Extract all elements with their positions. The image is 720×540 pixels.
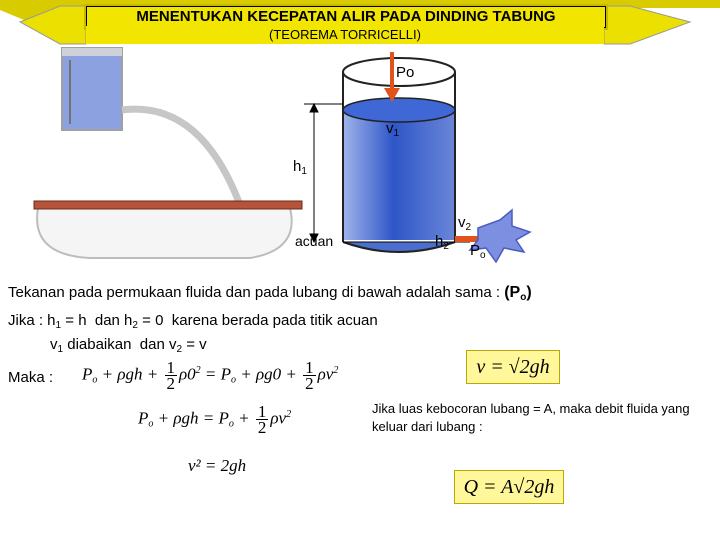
sink-shelf xyxy=(34,201,302,209)
velocity-result-box: v = √2gh xyxy=(466,350,560,384)
water-tank xyxy=(343,58,455,252)
maka-label: Maka : xyxy=(8,369,54,386)
leak-note: Jika luas kebocoran lubang = A, maka debit fluida yang keluar dari lubang : xyxy=(372,401,690,434)
velocity-squared-equation: v² = 2gh xyxy=(188,456,247,475)
sink-illustration xyxy=(37,48,292,258)
bernoulli-equation-2: $P_o + \rho gh = P_o$ + $\frac{1}{2}$ $\rho v^2$ xyxy=(138,402,292,437)
label-acuan: acuan xyxy=(295,233,334,249)
bernoulli-equation-1: $P_o + \rho gh$ + $\frac{1}{2}$ $\rho 0^2 = P_o + \rho g0$ + $\frac{1}{2}$ $\rho v^2$ xyxy=(82,358,339,393)
label-po-top: Po xyxy=(396,64,415,81)
page-subtitle: (TEOREMA TORRICELLI) xyxy=(86,26,604,44)
page-title: MENENTUKAN KECEPATAN ALIR PADA DINDING TABUNG xyxy=(86,6,606,28)
label-po-bottom: $P_o$ xyxy=(470,242,486,261)
pressure-statement: Tekanan pada permukaan fluida dan pada lubang di bawah adalah sama : $(P_o)$ xyxy=(8,284,532,303)
discharge-result-box: Q = A√2gh xyxy=(454,470,564,504)
label-h2: $h_2$ xyxy=(435,233,449,252)
label-h1: $h_1$ xyxy=(293,158,307,177)
condition-line-2: $v_1$ diabaikan dan $v_2 = v$ xyxy=(50,336,207,355)
condition-line-1: Jika : $h_1 = h$ dan $h_2 = 0$ karena berada pada titik acuan xyxy=(8,312,378,331)
label-v2: $v_2$ xyxy=(458,214,472,233)
label-v1: $v_1$ xyxy=(386,120,400,139)
